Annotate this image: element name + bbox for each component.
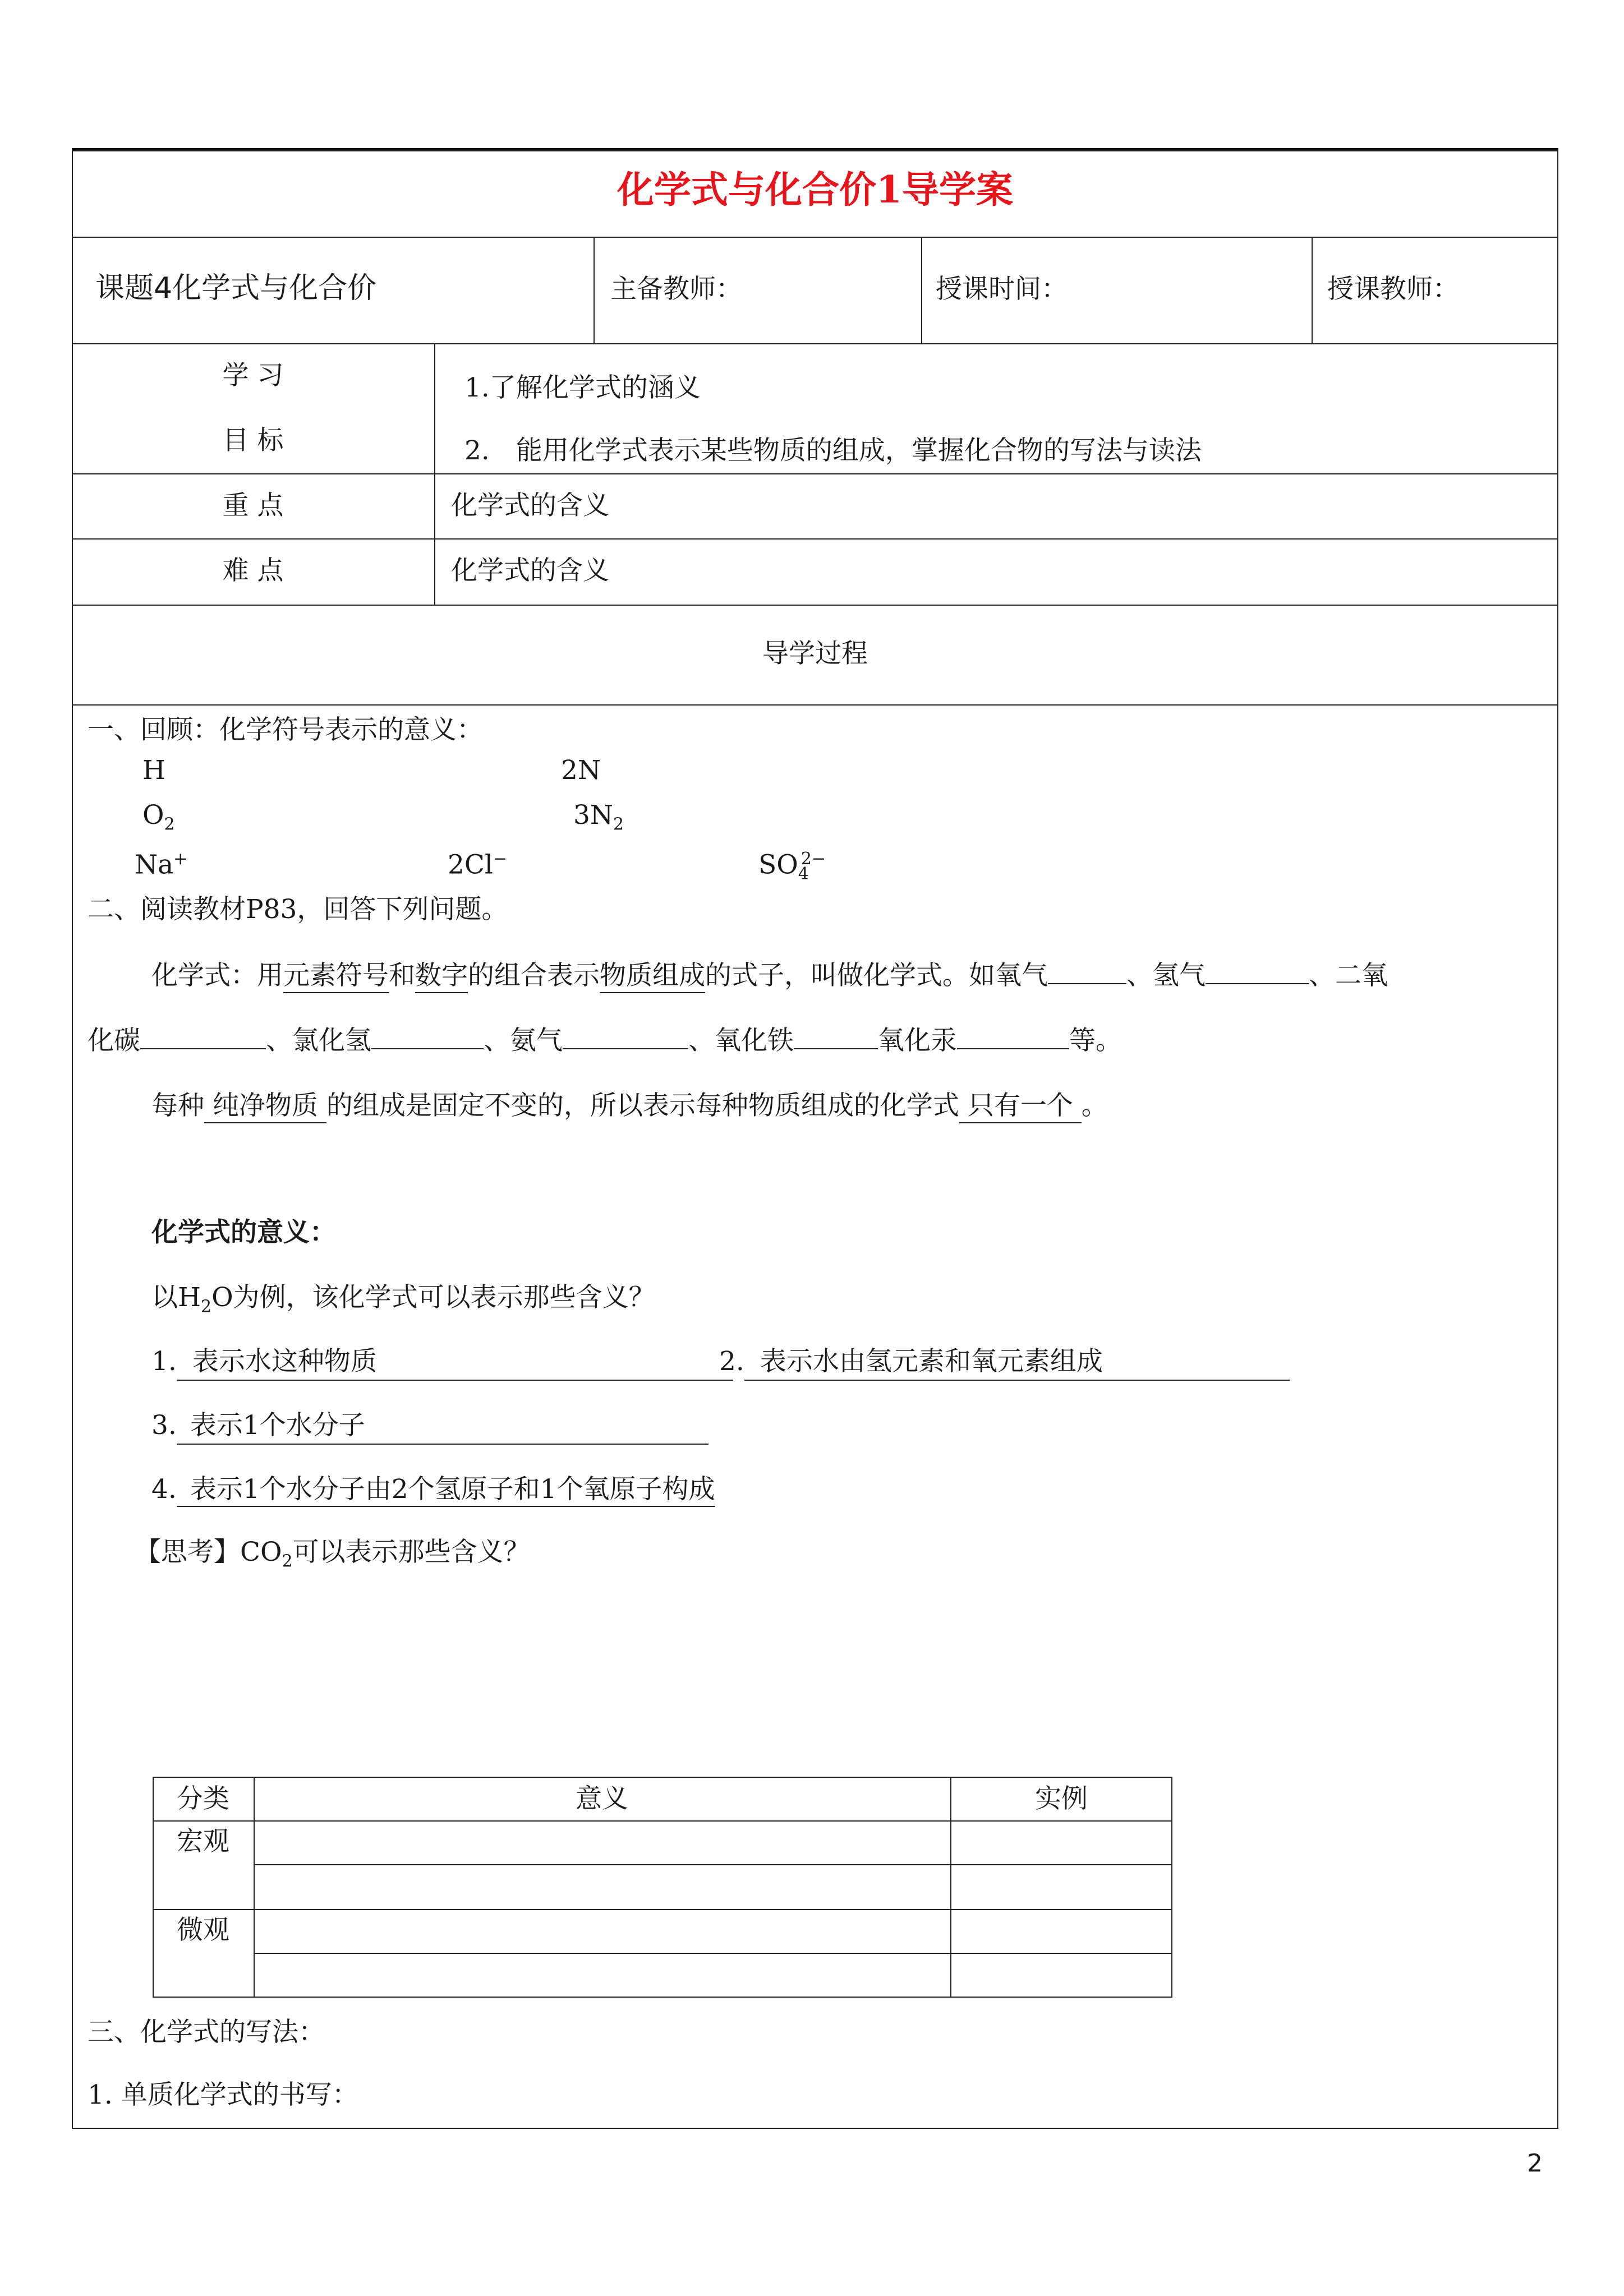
blank (371, 1027, 484, 1049)
divider (72, 538, 1558, 540)
table-row-macro: 宏观 (177, 1826, 229, 1857)
symbol-so4-ion: $SO_4^{2-}$ (758, 849, 826, 884)
divider (921, 237, 922, 343)
difficulty-value: 化学式的含义 (451, 555, 609, 586)
table-rule (254, 1864, 1172, 1865)
difficulty-label: 难 点 (222, 555, 284, 586)
reading-paragraph-3: 每种 纯净物质 的组成是固定不变的，所以表示每种物质组成的化学式 只有一个 。 (151, 1089, 1108, 1123)
table-rule (254, 1953, 1172, 1954)
symbol-2n: 2N (561, 755, 601, 786)
symbol-2cl-ion: 2Cl− (448, 849, 508, 880)
writing-heading: 三、化学式的写法： (88, 2017, 325, 2048)
blank (1048, 962, 1126, 984)
meaning-2: 2. 表示水由氢元素和氧元素组成 (719, 1345, 1290, 1381)
main-teacher-label: 主备教师： (610, 274, 742, 305)
goals-label-1: 学 习 (222, 360, 284, 391)
symbol-3n2: $3N_2$ (573, 800, 624, 835)
blank (957, 1027, 1069, 1049)
key-point-label: 重 点 (222, 490, 284, 521)
table-row-micro: 微观 (177, 1915, 229, 1945)
meaning-heading: 化学式的意义： (151, 1217, 336, 1248)
lesson-title: 课题4化学式与化合价 (95, 271, 377, 305)
page-number: 2 (1527, 2149, 1543, 2178)
symbol-h: H (142, 755, 165, 786)
goal-item-1: 1.了解化学式的涵义 (464, 372, 701, 403)
divider (72, 343, 1558, 344)
table-rule (153, 1820, 1172, 1822)
meaning-4: 4. 表示1个水分子由2个氢原子和1个氧原子构成 (151, 1473, 715, 1506)
meaning-3: 3. 表示1个水分子 (151, 1409, 709, 1445)
table-header-example: 实例 (1035, 1783, 1088, 1814)
review-heading: 一、回顾：化学符号表示的意义： (88, 714, 483, 745)
table-rule (153, 1909, 1172, 1910)
divider (72, 704, 1558, 706)
divider (594, 237, 595, 343)
goal-item-2: 2. 能用化学式表示某些物质的组成，掌握化合物的写法与读法 (464, 435, 1202, 466)
blank (1206, 962, 1309, 984)
reading-heading: 二、阅读教材P83，回答下列问题。 (88, 894, 508, 925)
teacher-label: 授课教师： (1327, 274, 1459, 305)
meaning-1: 1. 表示水这种物质 (151, 1345, 733, 1381)
symbol-o2: $O_2$ (142, 800, 175, 835)
think-question: 【思考】$CO_2$可以表示那些含义？ (135, 1537, 530, 1571)
page-title: 化学式与化合价1导学案 (617, 168, 1013, 211)
blank (140, 1027, 266, 1049)
table-header-category: 分类 (177, 1783, 229, 1814)
lesson-time-label: 授课时间： (936, 274, 1068, 305)
meaning-question: 以$H_2O$为例，该化学式可以表示那些含义？ (151, 1282, 655, 1317)
divider (72, 605, 1558, 606)
writing-item-1: 1. 单质化学式的书写： (88, 2080, 358, 2110)
symbol-na-ion: Na+ (135, 849, 188, 880)
divider (1312, 237, 1313, 343)
reading-paragraph-1: 化学式：用元素符号和数字的组合表示物质组成的式子，叫做化学式。如氧气 、氢气 、二氧 (151, 959, 1388, 993)
goals-label-2: 目 标 (222, 425, 284, 456)
blank (794, 1027, 878, 1049)
blank (563, 1027, 688, 1049)
divider (72, 237, 1558, 238)
reading-paragraph-2: 化碳 、氯化氢 、氨气 、氧化铁 氧化汞 等。 (88, 1025, 1122, 1056)
key-point-value: 化学式的含义 (451, 490, 609, 521)
table-header-meaning: 意义 (576, 1783, 628, 1814)
process-label: 导学过程 (762, 638, 868, 669)
divider (72, 473, 1558, 474)
